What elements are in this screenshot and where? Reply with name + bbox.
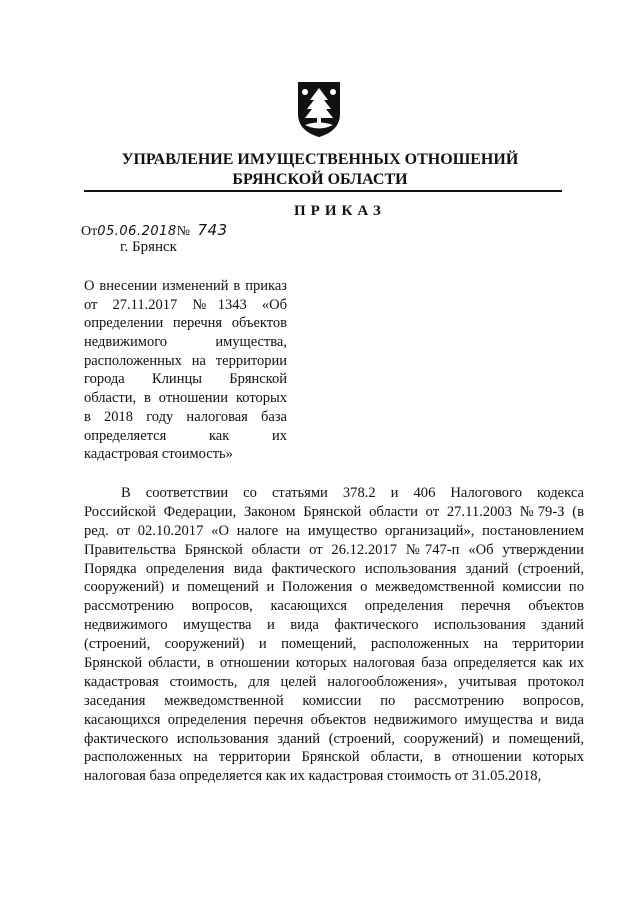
coat-of-arms-icon [296,80,342,138]
body-line: (строений, сооружений) и помещений, расположенных на территории [84,636,584,653]
body-line: недвижимого имущества и вида фактического использования зданий [84,617,584,634]
subject-line: О внесении изменений в приказ [84,278,287,294]
body-line: фактического использования зданий (строений, сооружений) и помещений, [84,730,584,747]
body-line: налоговая база определяется как их кадастровая стоимость от 31.05.2018, [84,768,542,785]
body-line: Порядка определения вида фактического использования зданий (строений, [84,560,584,577]
body-line: касающихся определения перечня объектов недвижимого имущества и вида [84,711,584,728]
body-line: кадастровая стоимость, для целей налогообложения», учитывая протокол [84,673,584,690]
order-body-paragraph [84,484,584,786]
city-line: г. Брянск [120,239,177,255]
subject-line: города Клинцы Брянской [84,371,287,388]
handwritten-date: 05.06.2018 [97,224,177,239]
body-line: Российской Федерации, Законом Брянской области от 27.11.2003 №79-З (в [84,503,584,520]
body-line: Правительства Брянской области от 26.12.2017 №747-п «Об утверждении [84,541,584,558]
subject-line: расположенных на территории [84,352,287,369]
order-subject [84,277,287,464]
organization-name-line-2: БРЯНСКОЙ ОБЛАСТИ [232,171,408,188]
body-line: ред. от 02.10.2017 «О налоге на имущество организаций», постановлением [84,522,584,539]
from-label: От [81,224,98,239]
subject-line: недвижимого имущества, [84,334,287,351]
number-label: № [176,224,191,239]
organization-name-line-1: УПРАВЛЕНИЕ ИМУЩЕСТВЕННЫХ ОТНОШЕНИЙ [121,151,519,168]
subject-line: области, в отношении которых [84,390,287,407]
body-line: Брянской области, в отношении которых налоговая база определяется как их [84,655,584,672]
document-type-title: ПРИКАЗ [294,203,386,219]
body-line: рассмотрению вопросов, касающихся определения перечня объектов [84,598,584,615]
subject-line: кадастровая стоимость» [84,446,233,463]
document-date-number [81,221,228,240]
body-line: расположенных на территории Брянской области, в отношении которых [84,749,584,766]
subject-line: от 27.11.2017 №1343 «Об [84,296,287,313]
subject-line: в 2018 году налоговая база [84,408,287,425]
body-line: сооружений) и помещений и Положения о межведомственной комиссии по [84,579,584,596]
subject-line: определении перечня объектов [84,315,287,332]
body-line: заседания межведомственной комиссии по рассмотрению вопросов, [84,692,584,709]
header-divider [84,190,562,192]
subject-line: определяется как их [84,427,287,444]
organization-name [120,150,520,190]
handwritten-number: 743 [197,221,228,239]
body-line: В соответствии со статьями 378.2 и 406 Налогового кодекса [121,485,584,501]
